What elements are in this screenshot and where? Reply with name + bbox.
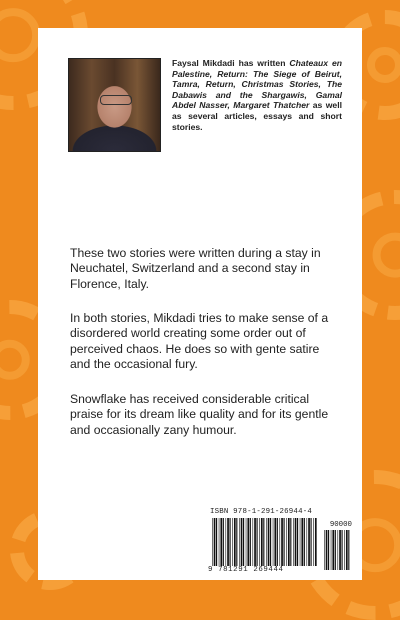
barcode-digits: 9 781291 269444 [208, 566, 320, 575]
bio-part: Faysal Mikdadi has written [172, 58, 290, 68]
glasses-detail [100, 95, 132, 105]
barcode-bars [212, 518, 318, 570]
blurb-paragraph-1: These two stories were written during a stay in Neuchatel, Switzerland and a second stay in Florence, Italy. [70, 246, 321, 291]
bio-part: as well as several articles, essays and short stories. [172, 100, 342, 132]
isbn-label: ISBN 978-1-291-26944-4 [210, 508, 312, 516]
blurb-paragraph-2: In both stories, Mikdadi tries to make sense of a disordered world creating some order out of perceived chaos. He does so with gente satire and the occasional fury. [70, 311, 329, 372]
price-code: 90000 [329, 521, 352, 529]
blurb-paragraph-3: Snowflake has received considerable critical praise for its dream like quality and for its gentle and occasionally zany humour. [70, 392, 329, 437]
author-photo [68, 58, 161, 152]
isbn-barcode [206, 506, 356, 578]
barcode-addon-bars [324, 530, 352, 570]
back-cover-panel [38, 28, 362, 580]
bio-part-titles: Chateaux en Palestine, Return: The Siege of Beirut, Tamra, Return, Christmas Stories, The Dabawis and the Shargawis, Gamal Abdel Nasser, Margaret Thatcher [172, 58, 342, 111]
author-bio [172, 58, 342, 132]
